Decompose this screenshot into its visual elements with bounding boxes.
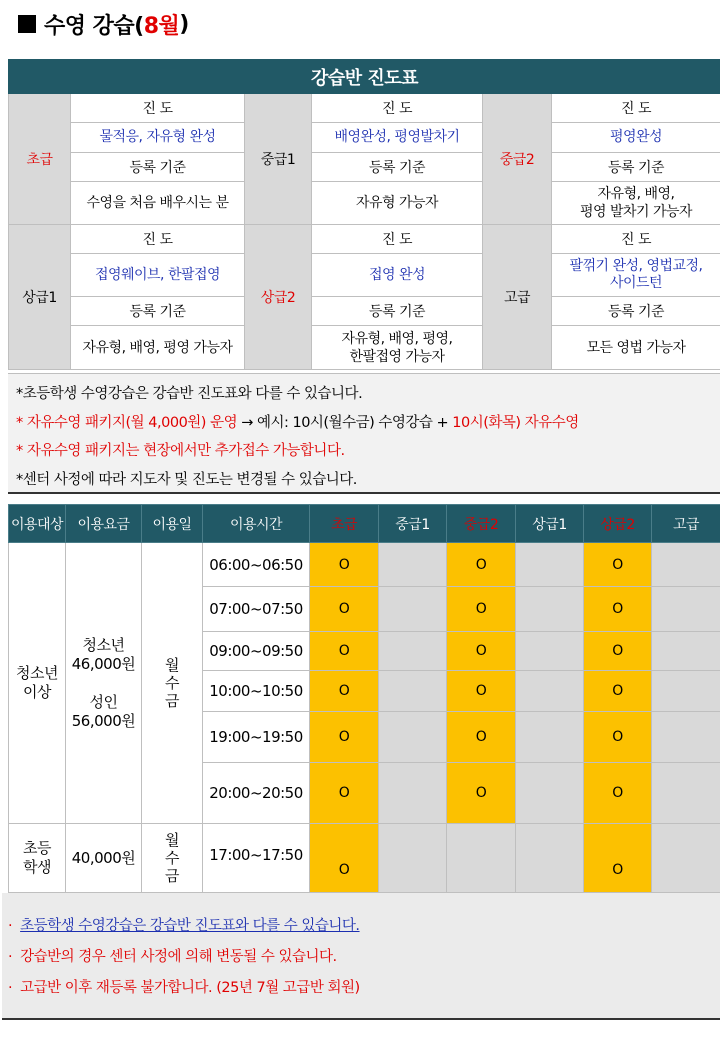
- criteria-expert: 모든 영법 가능자: [552, 326, 720, 370]
- criteria-advanced1: 자유형, 배영, 평영 가능자: [71, 326, 245, 370]
- progress-label: 진 도: [552, 225, 720, 254]
- title-prefix: 수영 강습(: [44, 13, 144, 39]
- schedule-table: [8, 504, 720, 893]
- slot-closed: [379, 632, 447, 671]
- time-slot: 06:00~06:50: [203, 543, 310, 587]
- time-slot: 07:00~07:50: [203, 587, 310, 632]
- slot-closed: [516, 763, 584, 824]
- header-target: 이용대상: [9, 505, 66, 543]
- criteria-intermediate1: 자유형 가능자: [312, 182, 483, 225]
- bullet-icon: ·: [8, 918, 13, 934]
- note-line: *초등학생 수영강습은 강습반 진도표와 다를 수 있습니다.: [16, 386, 363, 402]
- slot-open: O: [584, 763, 652, 824]
- criteria-label: 등록 기준: [71, 297, 245, 326]
- progress-expert: 팔꺾기 완성, 영법교정, 사이드턴: [552, 254, 720, 297]
- slot-closed: [652, 671, 720, 712]
- slot-open: O: [584, 543, 652, 587]
- slot-open: O: [310, 587, 379, 632]
- header-expert: 고급: [652, 505, 720, 543]
- slot-open: O: [447, 632, 516, 671]
- slot-open: O: [584, 632, 652, 671]
- slot-closed: [379, 543, 447, 587]
- slot-closed: [379, 763, 447, 824]
- title-month: 8월: [143, 13, 180, 39]
- slot-closed: [379, 824, 447, 893]
- progress-label: 진 도: [71, 225, 245, 254]
- note-line: *센터 사정에 따라 지도자 및 진도는 변경될 수 있습니다.: [16, 471, 357, 488]
- header-intermediate2: 중급2: [447, 505, 516, 543]
- slot-open: O: [584, 824, 652, 893]
- header-days: 이용일: [142, 505, 203, 543]
- slot-closed: [652, 763, 720, 824]
- header-beginner: 초급: [310, 505, 379, 543]
- level-beginner: 초급: [9, 94, 71, 225]
- slot-open: O: [447, 712, 516, 763]
- progress-intermediate2: 평영완성: [552, 123, 720, 153]
- fee-adult: 청소년 46,000원 성인 56,000원: [66, 543, 142, 824]
- slot-open: O: [584, 671, 652, 712]
- progress-table: [8, 59, 720, 370]
- target-child: 초등 학생: [9, 824, 66, 893]
- level-advanced2: 상급2: [245, 225, 312, 370]
- note-line: · 강습반의 경우 센터 사정에 의해 변동될 수 있습니다.: [8, 949, 337, 965]
- slot-closed: [652, 587, 720, 632]
- progress-label: 진 도: [71, 94, 245, 123]
- page-title: [18, 8, 189, 40]
- criteria-label: 등록 기준: [552, 153, 720, 182]
- slot-open: O: [447, 543, 516, 587]
- level-expert: 고급: [483, 225, 552, 370]
- slot-open: O: [310, 824, 379, 893]
- criteria-intermediate2: 자유형, 배영, 평영 발차기 가능자: [552, 182, 720, 225]
- slot-open: O: [310, 712, 379, 763]
- slot-open: O: [584, 712, 652, 763]
- note-line: · 고급반 이후 재등록 불가합니다. (25년 7월 고급반 회원): [8, 980, 360, 996]
- slot-open: O: [310, 763, 379, 824]
- header-fee: 이용요금: [66, 505, 142, 543]
- days-child: 월 수 금: [142, 824, 203, 893]
- criteria-label: 등록 기준: [312, 153, 483, 182]
- slot-closed: [652, 824, 720, 893]
- table-row: [9, 824, 720, 893]
- note-line: * 자유수영 패키지는 현장에서만 추가접수 가능합니다.: [16, 443, 345, 459]
- criteria-beginner: 수영을 처음 배우시는 분: [71, 182, 245, 225]
- time-slot: 20:00~20:50: [203, 763, 310, 824]
- level-intermediate2: 중급2: [483, 94, 552, 225]
- time-slot: 09:00~09:50: [203, 632, 310, 671]
- time-slot: 10:00~10:50: [203, 671, 310, 712]
- bullet-icon: ·: [8, 949, 13, 965]
- slot-closed: [516, 632, 584, 671]
- slot-closed: [516, 824, 584, 893]
- progress-beginner: 물적응, 자유형 완성: [71, 123, 245, 153]
- slot-closed: [516, 671, 584, 712]
- progress-intermediate1: 배영완성, 평영발차기: [312, 123, 483, 153]
- slot-open: O: [310, 543, 379, 587]
- slot-open: O: [310, 671, 379, 712]
- header-advanced1: 상급1: [516, 505, 584, 543]
- slot-closed: [652, 632, 720, 671]
- progress-advanced1: 접영웨이브, 한팔접영: [71, 254, 245, 297]
- time-slot: 17:00~17:50: [203, 824, 310, 893]
- slot-closed: [652, 543, 720, 587]
- slot-closed: [652, 712, 720, 763]
- bullet-icon: ·: [8, 980, 13, 996]
- slot-closed: [379, 587, 447, 632]
- slot-closed: [516, 543, 584, 587]
- level-advanced1: 상급1: [9, 225, 71, 370]
- slot-closed: [516, 712, 584, 763]
- days-adult: 월 수 금: [142, 543, 203, 824]
- progress-table-title: 강습반 진도표: [9, 60, 720, 94]
- progress-label: 진 도: [312, 225, 483, 254]
- target-adult: 청소년 이상: [9, 543, 66, 824]
- slot-open: O: [447, 671, 516, 712]
- slot-open: O: [310, 632, 379, 671]
- slot-open: O: [584, 587, 652, 632]
- slot-open: O: [447, 763, 516, 824]
- notes-section-1: [8, 373, 720, 494]
- note-line: · 초등학생 수영강습은 강습반 진도표와 다를 수 있습니다.: [8, 918, 360, 934]
- slot-closed: [447, 824, 516, 893]
- header-intermediate1: 중급1: [379, 505, 447, 543]
- criteria-label: 등록 기준: [71, 153, 245, 182]
- header-time: 이용시간: [203, 505, 310, 543]
- notes-section-2: [2, 893, 720, 1020]
- table-row: [9, 543, 720, 587]
- header-advanced2: 상급2: [584, 505, 652, 543]
- criteria-advanced2: 자유형, 배영, 평영, 한팔접영 가능자: [312, 326, 483, 370]
- criteria-label: 등록 기준: [552, 297, 720, 326]
- slot-open: O: [447, 587, 516, 632]
- square-bullet-icon: [18, 15, 36, 33]
- slot-closed: [379, 671, 447, 712]
- time-slot: 19:00~19:50: [203, 712, 310, 763]
- note-line-package: * 자유수영 패키지(월 4,000원) 운영 → 예시: 10시(월수금) 수영강습 + 10시(화목) 자유수영: [16, 414, 579, 431]
- criteria-label: 등록 기준: [312, 297, 483, 326]
- title-suffix: ): [179, 11, 189, 37]
- fee-child: 40,000원: [66, 824, 142, 893]
- progress-label: 진 도: [312, 94, 483, 123]
- level-intermediate1: 중급1: [245, 94, 312, 225]
- slot-closed: [379, 712, 447, 763]
- slot-closed: [516, 587, 584, 632]
- progress-advanced2: 접영 완성: [312, 254, 483, 297]
- progress-label: 진 도: [552, 94, 720, 123]
